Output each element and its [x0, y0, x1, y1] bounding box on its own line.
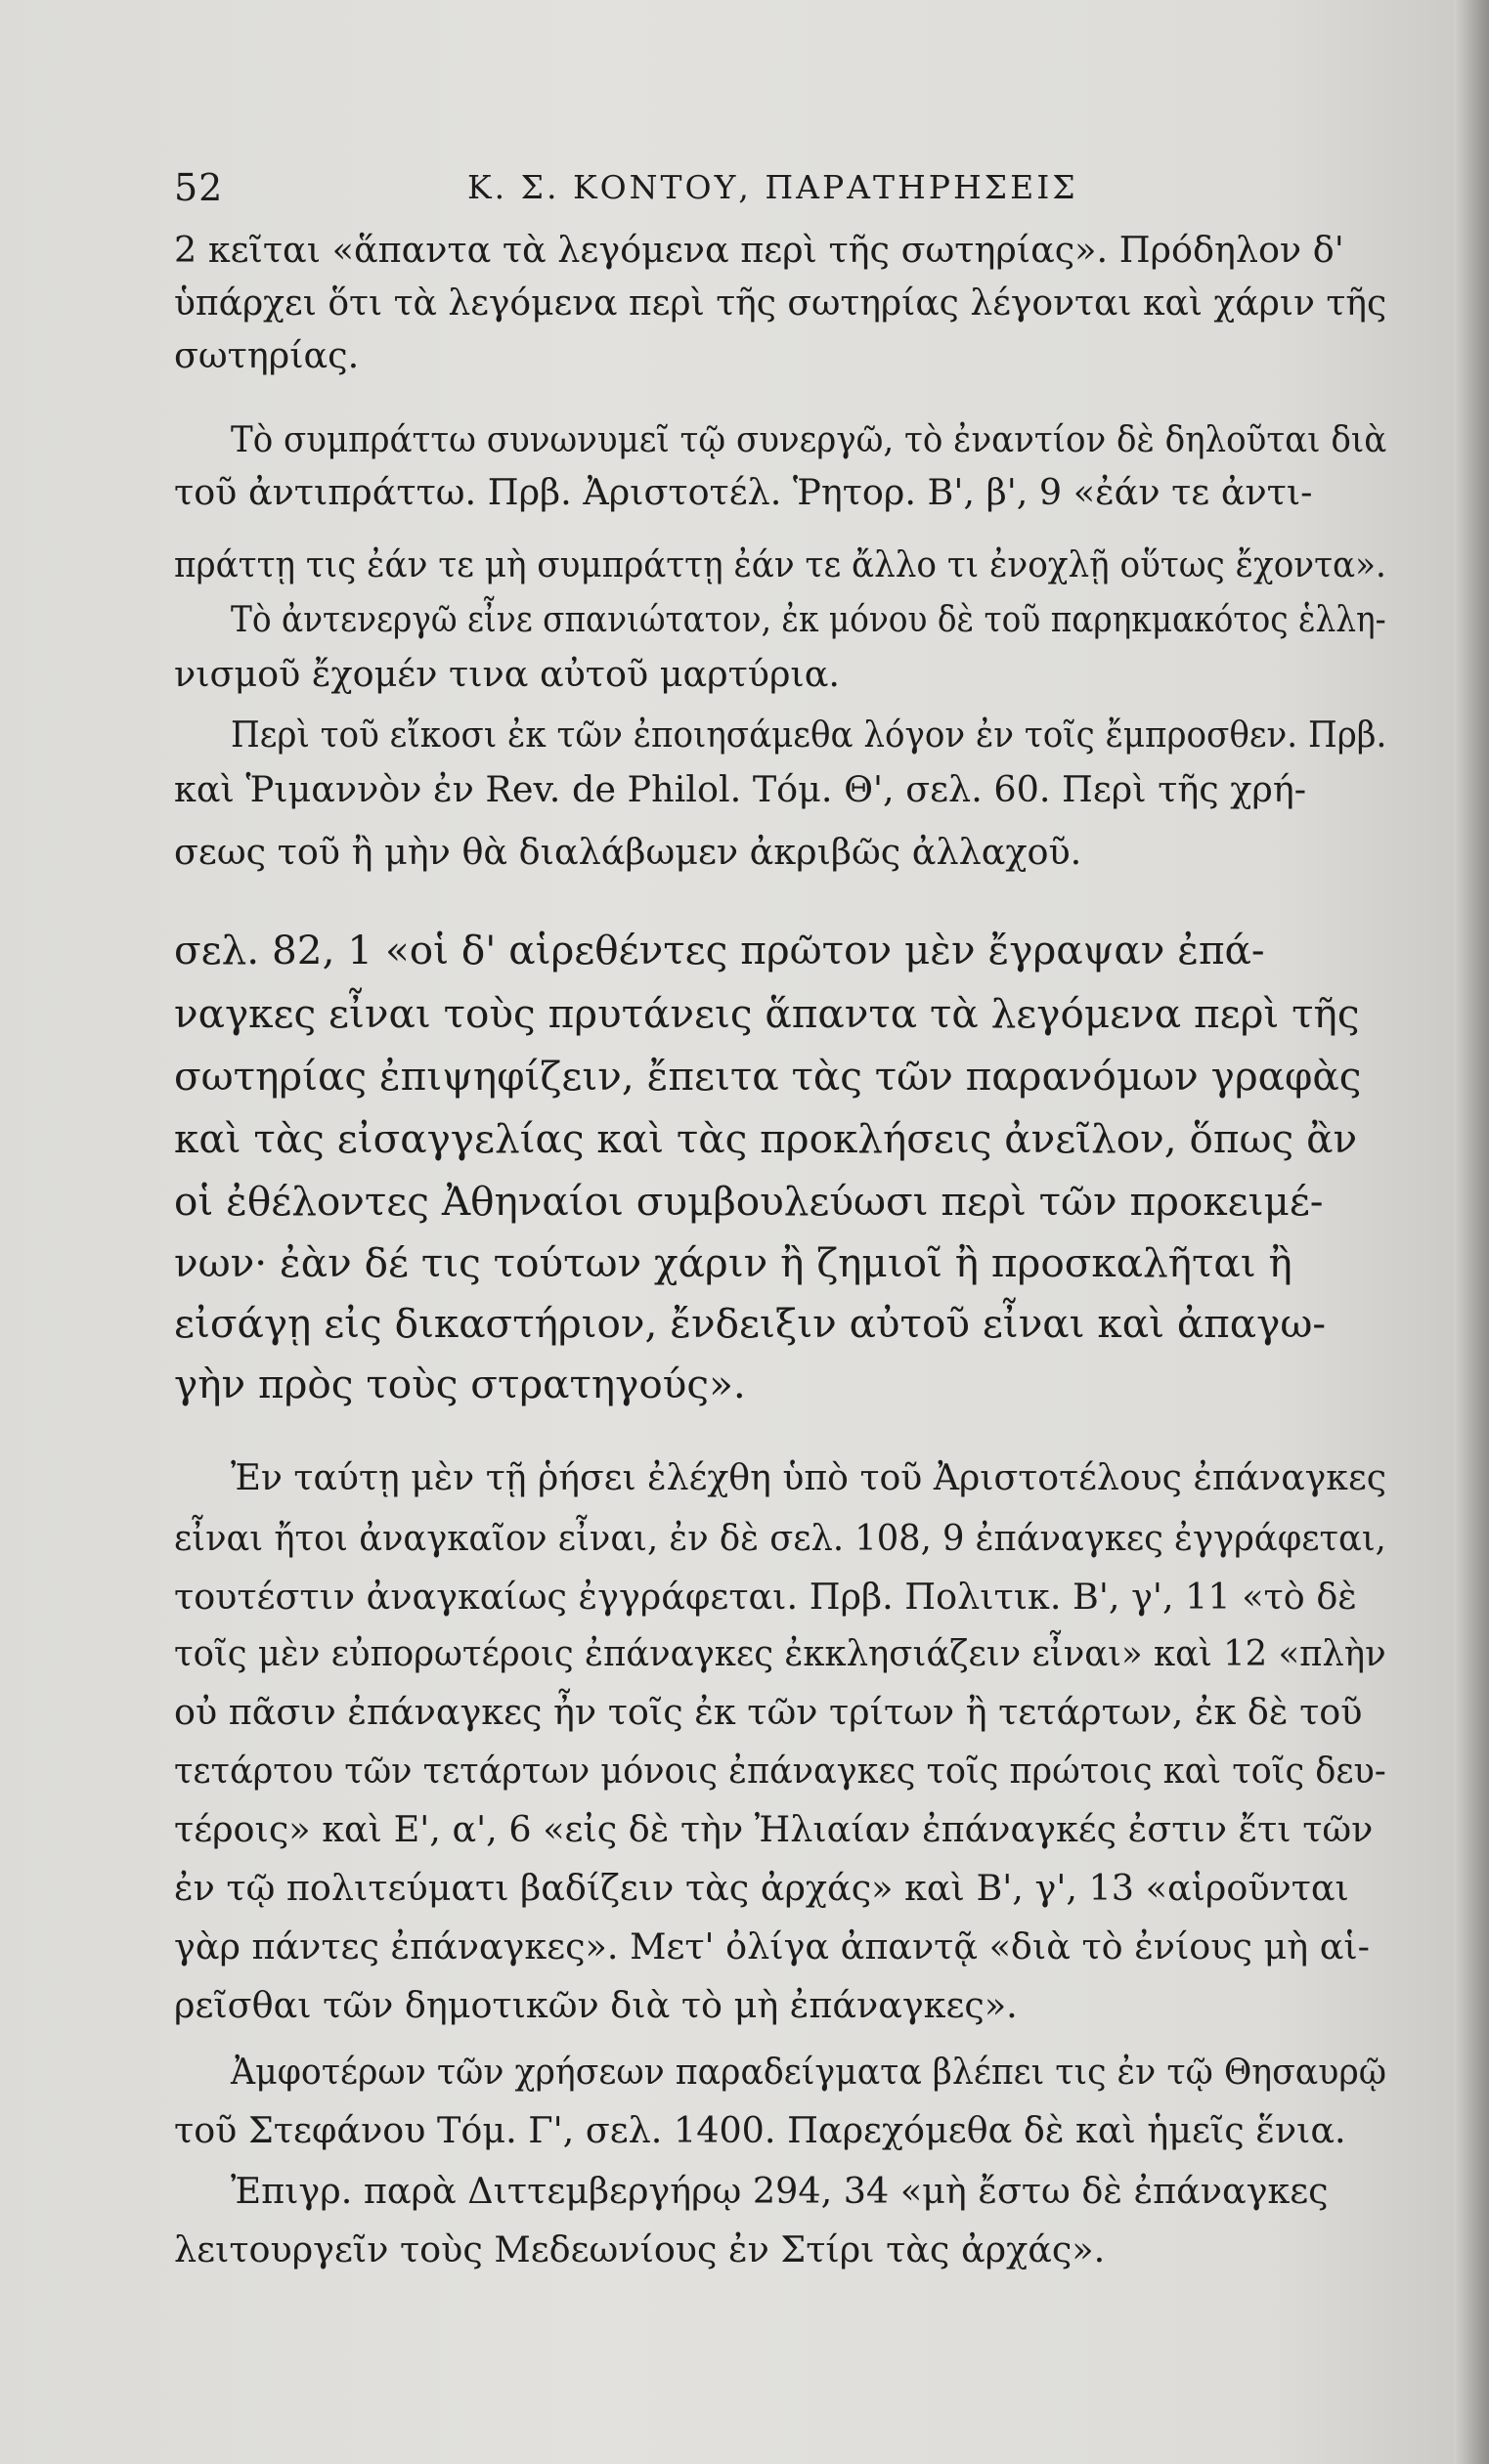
text-line: τοῖς μὲν εὐπορωτέροις ἐπάναγκες ἐκκλησιάζειν εἶναι» καὶ 12 «πλὴν [174, 1632, 1386, 1674]
text-line: γὴν πρὸς τοὺς στρατηγούς». [174, 1361, 746, 1407]
text-line: Τὸ συμπράττω συνωνυμεῖ τῷ συνεργῶ, τὸ ἐναντίον δὲ δηλοῦται διὰ [231, 418, 1387, 460]
text-line: εἶναι ἤτοι ἀναγκαῖον εἶναι, ἐν δὲ σελ. 108, 9 ἐπάναγκες ἐγγράφεται, [174, 1517, 1386, 1559]
text-line: Ἀμφοτέρων τῶν χρήσεων παραδείγματα βλέπει τις ἐν τῷ Θησαυρῷ [231, 2051, 1387, 2093]
text-line: ὑπάρχει ὅτι τὰ λεγόμενα περὶ τῆς σωτηρίας λέγονται καὶ χάριν τῆς [174, 281, 1387, 324]
page-header [174, 166, 1386, 225]
text-line: σωτηρίας ἐπιψηφίζειν, ἔπειτα τὰς τῶν παρανόμων γραφὰς [174, 1053, 1362, 1100]
text-line: ναγκες εἶναι τοὺς πρυτάνεις ἅπαντα τὰ λεγόμενα περὶ τῆς [174, 990, 1360, 1037]
text-line: καὶ Ῥιμαννὸν ἐν Rev. de Philol. Τόμ. Θ', σελ. 60. Περὶ τῆς χρή- [174, 768, 1307, 810]
text-line: γὰρ πάντες ἐπάναγκες». Μετ' ὀλίγα ἀπαντᾷ «διὰ τὸ ἐνίους μὴ αἱ- [174, 1925, 1370, 1967]
text-line: ρεῖσθαι τῶν δημοτικῶν διὰ τὸ μὴ ἐπάναγκες». [174, 1984, 1018, 2026]
text-line: ἐν τῷ πολιτεύματι βαδίζειν τὰς ἀρχάς» καὶ Β', γ', 13 «αἱροῦνται [174, 1867, 1349, 1909]
text-line: Ἐν ταύτῃ μὲν τῇ ῥήσει ἐλέχθη ὑπὸ τοῦ Ἀριστοτέλους ἐπάναγκες [231, 1456, 1386, 1498]
text-line: νισμοῦ ἔχομέν τινα αὐτοῦ μαρτύρια. [174, 653, 840, 695]
page-edge-shadow [1454, 0, 1489, 2464]
text-line: σελ. 82, 1 «οἱ δ' αἱρεθέντες πρῶτον μὲν ἔγραψαν ἐπά- [174, 927, 1265, 973]
text-line: τουτέστιν ἀναγκαίως ἐγγράφεται. Πρβ. Πολιτικ. Β', γ', 11 «τὸ δὲ [174, 1576, 1357, 1618]
text-line: 2 κεῖται «ἅπαντα τὰ λεγόμενα περὶ τῆς σωτηρίας». Πρόδηλον δ' [174, 229, 1344, 271]
text-line: σεως τοῦ ἢ μὴν θὰ διαλάβωμεν ἀκριβῶς ἀλλαχοῦ. [174, 831, 1082, 873]
text-line: τετάρτου τῶν τετάρτων μόνοις ἐπάναγκες τοῖς πρώτοις καὶ τοῖς δευ- [174, 1750, 1386, 1792]
text-line: σωτηρίας. [174, 334, 360, 376]
text-line: Ἐπιγρ. παρὰ Διττεμβεργήρῳ 294, 34 «μὴ ἔστω δὲ ἐπάναγκες [231, 2170, 1329, 2212]
page-number: 52 [174, 166, 224, 209]
text-line: λειτουργεῖν τοὺς Μεδεωνίους ἐν Στίρι τὰς ἀρχάς». [174, 2228, 1106, 2270]
text-line: οἱ ἐθέλοντες Ἀθηναίοι συμβουλεύωσι περὶ τῶν προκειμέ- [174, 1178, 1324, 1225]
text-line: τοῦ Στεφάνου Τόμ. Γ', σελ. 1400. Παρεχόμεθα δὲ καὶ ἡμεῖς ἕνια. [174, 2109, 1346, 2151]
running-head: Κ. Σ. ΚΟΝΤΟΥ, ΠΑΡΑΤΗΡΗΣΕΙΣ [467, 168, 1078, 206]
text-line: Τὸ ἀντενεργῶ εἶνε σπανιώτατον, ἐκ μόνου δὲ τοῦ παρηκμακότος ἑλλη- [231, 598, 1386, 640]
text-line: νων· ἐὰν δέ τις τούτων χάριν ἢ ζημιοῖ ἢ προσκαλῆται ἢ [174, 1239, 1292, 1286]
text-line: Περὶ τοῦ εἴκοσι ἐκ τῶν ἐποιησάμεθα λόγον ἐν τοῖς ἔμπροσθεν. Πρβ. [231, 713, 1387, 756]
text-line: εἰσάγῃ εἰς δικαστήριον, ἔνδειξιν αὐτοῦ εἶναι καὶ ἀπαγω- [174, 1300, 1327, 1347]
text-line: καὶ τὰς εἰσαγγελίας καὶ τὰς προκλήσεις ἀνεῖλον, ὅπως ἂν [174, 1115, 1358, 1162]
text-line: τοῦ ἀντιπράττω. Πρβ. Ἀριστοτέλ. Ῥητορ. Β', β', 9 «ἐάν τε ἀντι- [174, 471, 1313, 513]
text-line: οὐ πᾶσιν ἐπάναγκες ἦν τοῖς ἐκ τῶν τρίτων ἢ τετάρτων, ἐκ δὲ τοῦ [174, 1691, 1363, 1733]
text-line: πράττῃ τις ἐάν τε μὴ συμπράττῃ ἐάν τε ἄλλο τι ἐνοχλῇ οὕτως ἔχοντα». [174, 543, 1386, 585]
text-line: τέροις» καὶ Ε', α', 6 «εἰς δὲ τὴν Ἠλιαίαν ἐπάναγκές ἐστιν ἔτι τῶν [174, 1808, 1374, 1850]
